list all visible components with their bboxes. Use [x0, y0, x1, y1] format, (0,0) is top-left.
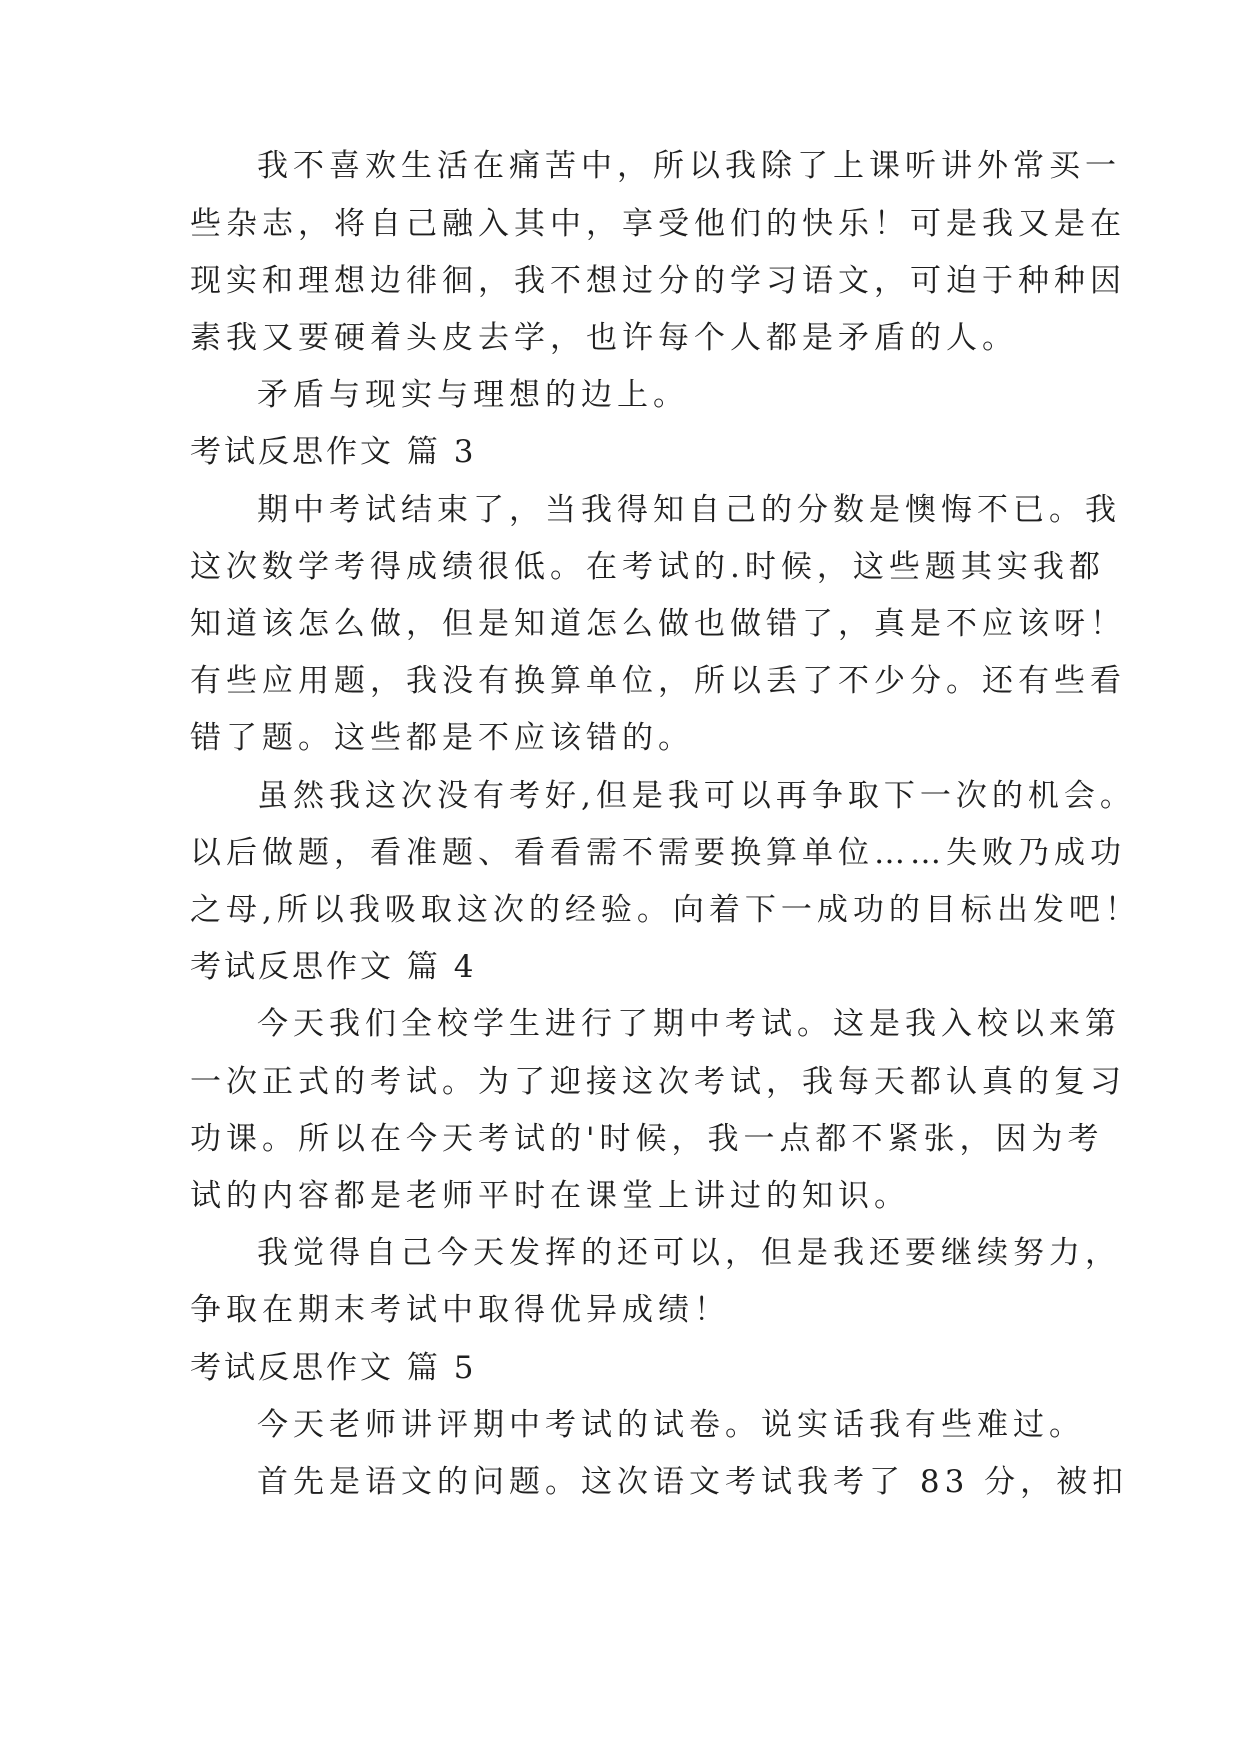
paragraph-line: 今天老师讲评期中考试的试卷。说实话我有些难过。 — [257, 1407, 1085, 1443]
paragraph-line: 虽然我这次没有考好,但是我可以再争取下一次的机会。 — [257, 778, 1136, 814]
section-heading: 考试反思作文 篇 5 — [190, 1350, 477, 1386]
section-heading: 考试反思作文 篇 3 — [190, 434, 477, 470]
paragraph-line: 功课。所以在今天考试的'时候，我一点都不紧张，因为考 — [190, 1121, 1104, 1157]
paragraph-line: 错了题。这些都是不应该错的。 — [190, 720, 694, 756]
paragraph-line: 一次正式的考试。为了迎接这次考试，我每天都认真的复习 — [190, 1064, 1126, 1100]
paragraph-line: 我不喜欢生活在痛苦中，所以我除了上课听讲外常买一 — [257, 148, 1121, 184]
paragraph-line: 素我又要硬着头皮去学，也许每个人都是矛盾的人。 — [190, 320, 1018, 356]
paragraph-line: 以后做题，看准题、看看需不需要换算单位……失败乃成功 — [190, 835, 1126, 871]
paragraph-line: 首先是语文的问题。这次语文考试我考了 83 分，被扣 — [257, 1464, 1129, 1500]
paragraph-line: 些杂志，将自己融入其中，享受他们的快乐！可是我又是在 — [190, 206, 1126, 242]
paragraph-line: 今天我们全校学生进行了期中考试。这是我入校以来第 — [257, 1006, 1121, 1042]
paragraph-line: 我觉得自己今天发挥的还可以，但是我还要继续努力， — [257, 1235, 1121, 1271]
section-heading: 考试反思作文 篇 4 — [190, 949, 477, 985]
paragraph-line: 期中考试结束了，当我得知自己的分数是懊悔不已。我 — [257, 492, 1121, 528]
paragraph-line: 现实和理想边徘徊，我不想过分的学习语文，可迫于种种因 — [190, 263, 1126, 299]
paragraph-line: 之母,所以我吸取这次的经验。向着下一成功的目标出发吧！ — [190, 892, 1141, 928]
paragraph-line: 有些应用题，我没有换算单位，所以丢了不少分。还有些看 — [190, 663, 1126, 699]
paragraph-line: 这次数学考得成绩很低。在考试的.时候，这些题其实我都 — [190, 549, 1105, 585]
paragraph-line: 知道该怎么做，但是知道怎么做也做错了，真是不应该呀！ — [190, 606, 1126, 642]
paragraph-line: 矛盾与现实与理想的边上。 — [257, 377, 689, 413]
paragraph-line: 争取在期末考试中取得优异成绩！ — [190, 1292, 730, 1328]
paragraph-line: 试的内容都是老师平时在课堂上讲过的知识。 — [190, 1178, 910, 1214]
